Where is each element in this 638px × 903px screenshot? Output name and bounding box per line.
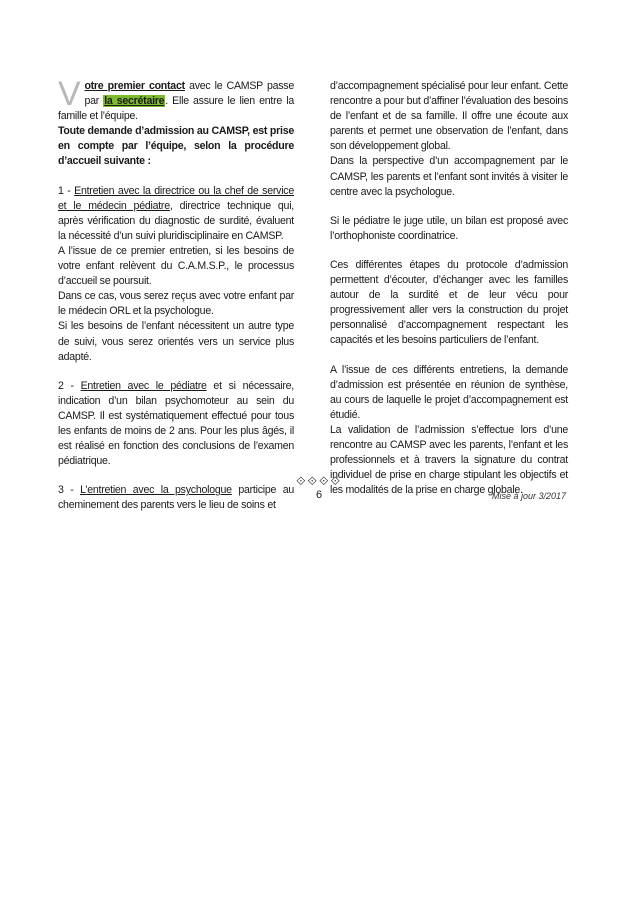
step-3: 3 - L’entretien avec la psychologue participe au cheminement des parents vers le lieu de soins et <box>58 484 294 512</box>
step-2-title: Entretien avec le pédiatre <box>80 379 207 392</box>
right-paragraph-1: d’accompagnement spécialisé pour leur enfant. Cette rencontre a pour but d’affiner l’évaluation des besoins de l’enfant et de sa famille. Il offre une écoute aux parents et permet une observation de l’enfant, dans son développement global. <box>330 80 568 153</box>
step-1-orientation: Si les besoins de l’enfant nécessitent un autre type de suivi, vous serez orientés vers un service plus adapté. <box>58 320 294 363</box>
right-paragraph-3: Si le pédiatre le juge utile, un bilan est proposé avec l’orthophoniste coordinatrice. <box>330 214 568 242</box>
step-1-followup: A l’issue de ce premier entretien, si les besoins de votre enfant relèvent du C.A.M.S.P., le processus d’accueil se poursuit. <box>58 244 294 288</box>
step-1-title: Entretien avec la directrice ou la chef de service et le médecin pédiatre <box>58 184 294 212</box>
left-column <box>58 75 295 513</box>
update-date: Mise à jour 3/2017 <box>491 491 566 501</box>
page-number: 6 <box>315 489 323 501</box>
right-paragraph-6: La validation de l’admission s’effectue lors d’une rencontre au CAMSP avec les parents, l’enfant et les professionnels et à travers la signature du contrat individuel de prise en charge stipulant les objectifs et les modalités de la prise en charge globale. <box>330 423 568 497</box>
step-3-title: L’entretien avec la psychologue <box>80 484 232 497</box>
right-paragraph-4: Ces différentes étapes du protocole d’admission permettent d’écouter, d’échanger avec les familles autour de la surdité et de leur vécu pour progressivement aller vers la construction du projet personnalisé d’accompagnement respectant les capacités et les besoins particuliers de l’enfant. <box>330 258 568 347</box>
drop-cap: V <box>58 75 81 113</box>
intro-paragraph: Votre premier contact avec le CAMSP passe par la secrétaire. Elle assure le lien entre la famille et l’équipe. <box>58 75 295 123</box>
step-2: 2 - Entretien avec le pédiatre et si nécessaire, indication d’un bilan psychomoteur au sein du CAMSP. Il est systématiquement effectué pour tous les enfants de moins de 2 ans. Pour les plus âgés, il est réalisé en fonction des conclusions de l’examen pédiatrique. <box>58 379 294 468</box>
right-column <box>330 79 568 498</box>
right-paragraph-2: Dans la perspective d’un accompagnement par le CAMSP, les parents et l’enfant sont invités à visiter le centre avec la psychologue. <box>330 155 568 198</box>
step-1-case: Dans ce cas, vous serez reçus avec votre enfant par le médecin ORL et la psychologue. <box>58 290 294 318</box>
diamond-ornament-icon: ⟐⟐⟐⟐ <box>296 474 342 488</box>
step-1: 1 - Entretien avec la directrice ou la chef de service et le médecin pédiatre, directrice technique qui, après vérification du diagnostic de surdité, évaluent la nécessité d’un suivi pluridisciplinaire en CAMSP. <box>58 184 294 242</box>
secretaire-highlight: la secrétaire <box>104 95 165 108</box>
right-paragraph-5: A l’issue de ces différents entretiens, la demande d’admission est présentée en réunion de synthèse, au cours de laquelle le projet d’accompagnement est étudié. <box>330 363 568 421</box>
premier-contact-text: otre premier contact <box>84 80 185 92</box>
admission-heading: Toute demande d’admission au CAMSP, est prise en compte par l’équipe, selon la procédure d’accueil suivante : <box>58 125 294 168</box>
